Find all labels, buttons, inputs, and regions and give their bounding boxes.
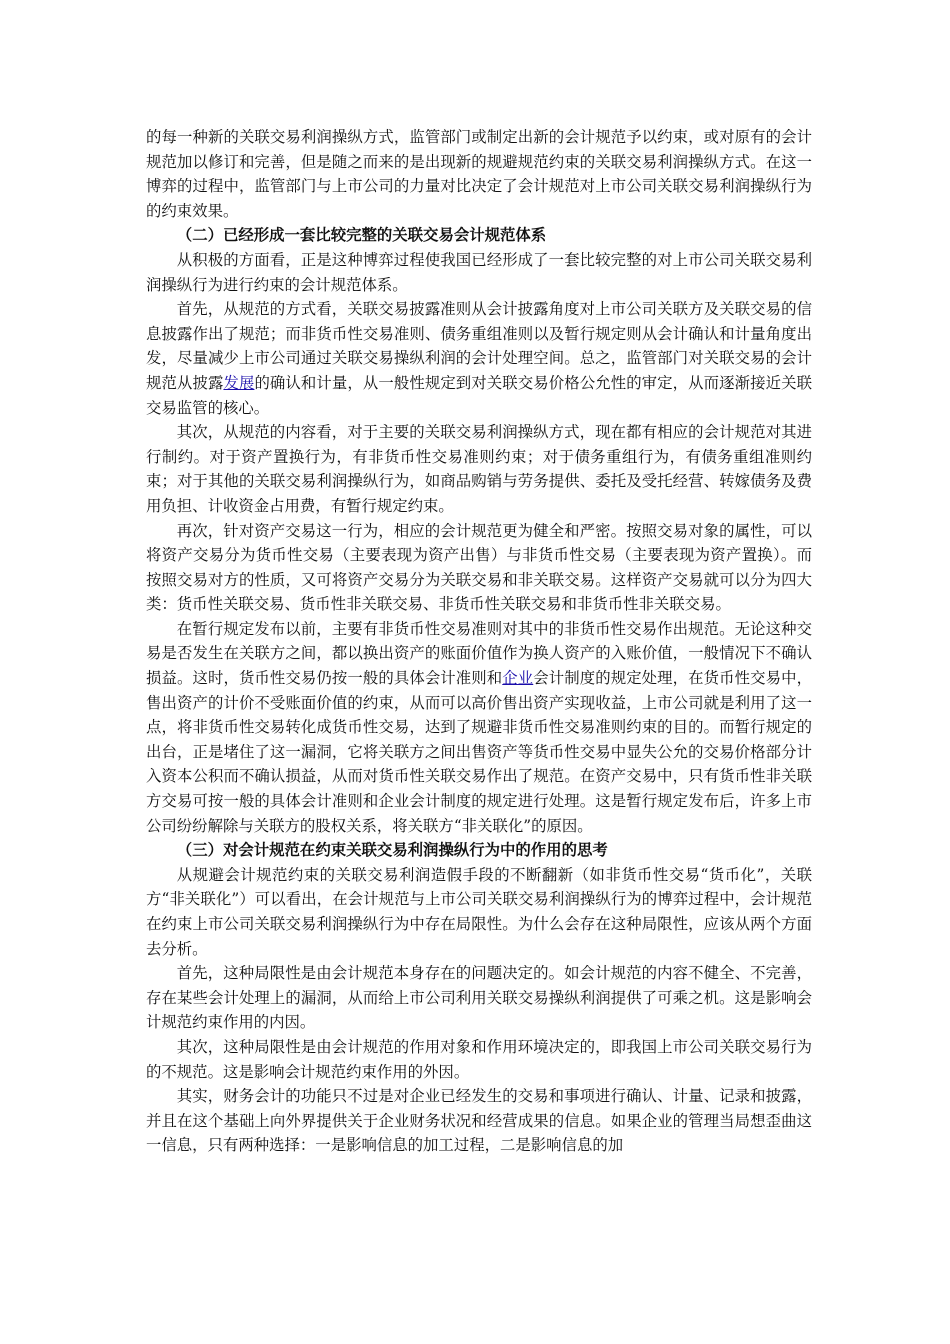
section-heading-2: （二）已经形成一套比较完整的关联交易会计规范体系 [176, 226, 547, 245]
paragraph-text: 首先，从规范的方式看，关联交易披露准则从会计披露角度对上市公司关联方及关联交易的信息披露作出了规范；而非货币性交易准则、债务重组准则以及暂行规定则从会计确认和计量角度出发，尽量减少上市公司通过关联交易操纵利润的会计处理空间。总之，监管部门对关联交易的会计规范从披露 [146, 300, 812, 392]
paragraph-third-asset-transaction: 再次，针对资产交易这一行为，相应的会计规范更为健全和严密。按照交易对象的属性，可以将资产交易分为货币性交易（主要表现为资产出售）与非货币性交易（主要表现为资产置换）。而按照交易对方的性质，又可将资产交易分为关联交易和非关联交易。这样资产交易就可以分为四大类：货币性关联交易、货币性非关联交易、非货币性关联交易和非货币性非关联交易。 [146, 521, 812, 614]
paragraph-first-norm-method [146, 297, 812, 420]
paragraph-accounting-function: 其实，财务会计的功能只不过是对企业已经发生的交易和事项进行确认、计量、记录和披露，并且在这个基础上向外界提供关于企业财务状况和经营成果的信息。如果企业的管理当局想歪曲这一信息，只有两种选择：一是影响信息的加工过程，二是影响信息的加 [146, 1087, 812, 1155]
section-heading-3: （三）对会计规范在约束关联交易利润操纵行为中的作用的思考 [176, 841, 608, 860]
paragraph-before-interim-rules [146, 617, 812, 838]
paragraph-second-norm-content: 其次，从规范的内容看，对于主要的关联交易利润操纵方式，现在都有相应的会计规范对其进行制约。对于资产置换行为，有非货币性交易准则约束；对于债务重组行为，有债务重组准则约束；对于其他的关联交易利润操纵行为，如商品购销与劳务提供、委托及受托经营、转嫁债务及费用负担、计收资金占用费，有暂行规定约束。 [146, 423, 812, 515]
paragraph-external-cause: 其次，这种局限性是由会计规范的作用对象和作用环境决定的，即我国上市公司关联交易行为的不规范。这是影响会计规范约束作用的外因。 [146, 1037, 812, 1081]
paragraph-internal-cause: 首先，这种局限性是由会计规范本身存在的问题决定的。如会计规范的内容不健全、不完善，存在某些会计处理上的漏洞，从而给上市公司利用关联交易操纵利润提供了可乘之机。这是影响会计规范约束作用的内因。 [146, 964, 812, 1032]
paragraph-positive-view: 从积极的方面看，正是这种博弈过程使我国已经形成了一套比较完整的对上市公司关联交易利润操纵行为进行约束的会计规范体系。 [146, 250, 812, 294]
paragraph-continuation: 的每一种新的关联交易利润操纵方式，监管部门或制定出新的会计规范予以约束，或对原有的会计规范加以修订和完善，但是随之而来的是出现新的规避规范约束的关联交易利润操纵方式。在这一博弈的过程中，监管部门与上市公司的力量对比决定了会计规范对上市公司关联交易利润操纵行为的约束效果。 [146, 128, 812, 220]
paragraph-text: 会计制度的规定处理，在货币性交易中，售出资产的计价不受账面价值的约束，从而可以高价售出资产实现收益，上市公司就是利用了这一点，将非货币性交易转化成货币性交易，达到了规避非货币性交易准则约束的目的。而暂行规定的出台，正是堵住了这一漏洞，它将关联方之间出售资产等货币性交易中显失公允的交易价格部分计入资本公积而不确认损益，从而对货币性关联交易作出了规范。在资产交易中，只有货币性非关联方交易可按一般的具体会计准则和企业会计制度的规定进行处理。这是暂行规定发布后，许多上市公司纷纷解除与关联方的股权关系，将关联方“非关联化”的原因。 [146, 669, 812, 835]
document-body [146, 125, 812, 1158]
paragraph-text: 在暂行规定发布以前，主要有非货币性交易准则对其中的非货币性交易作出规范。无论这种交易是否发生在关联方之间，都以换出资产的账面价值作为换人资产的入账价值，一般情况下不确认损益。这时，货币性交易仍按一般的具体会计准则和 [146, 619, 812, 688]
paragraph-limitations: 从规避会计规范约束的关联交易利润造假手段的不断翻新（如非货币性交易“货币化”，关联方“非关联化”）可以看出，在会计规范与上市公司关联交易利润操纵行为的博弈过程中，会计规范在约束上市公司关联交易利润操纵行为中存在局限性。为什么会存在这种局限性，应该从两个方面去分析。 [146, 865, 812, 958]
link-fazhan[interactable]: 发展 [223, 373, 255, 392]
link-qiye[interactable]: 企业 [502, 669, 534, 688]
paragraph-text: 的确认和计量，从一般性规定到对关联交易价格公允性的审定，从而逐渐接近关联交易监管的核心。 [146, 373, 812, 417]
